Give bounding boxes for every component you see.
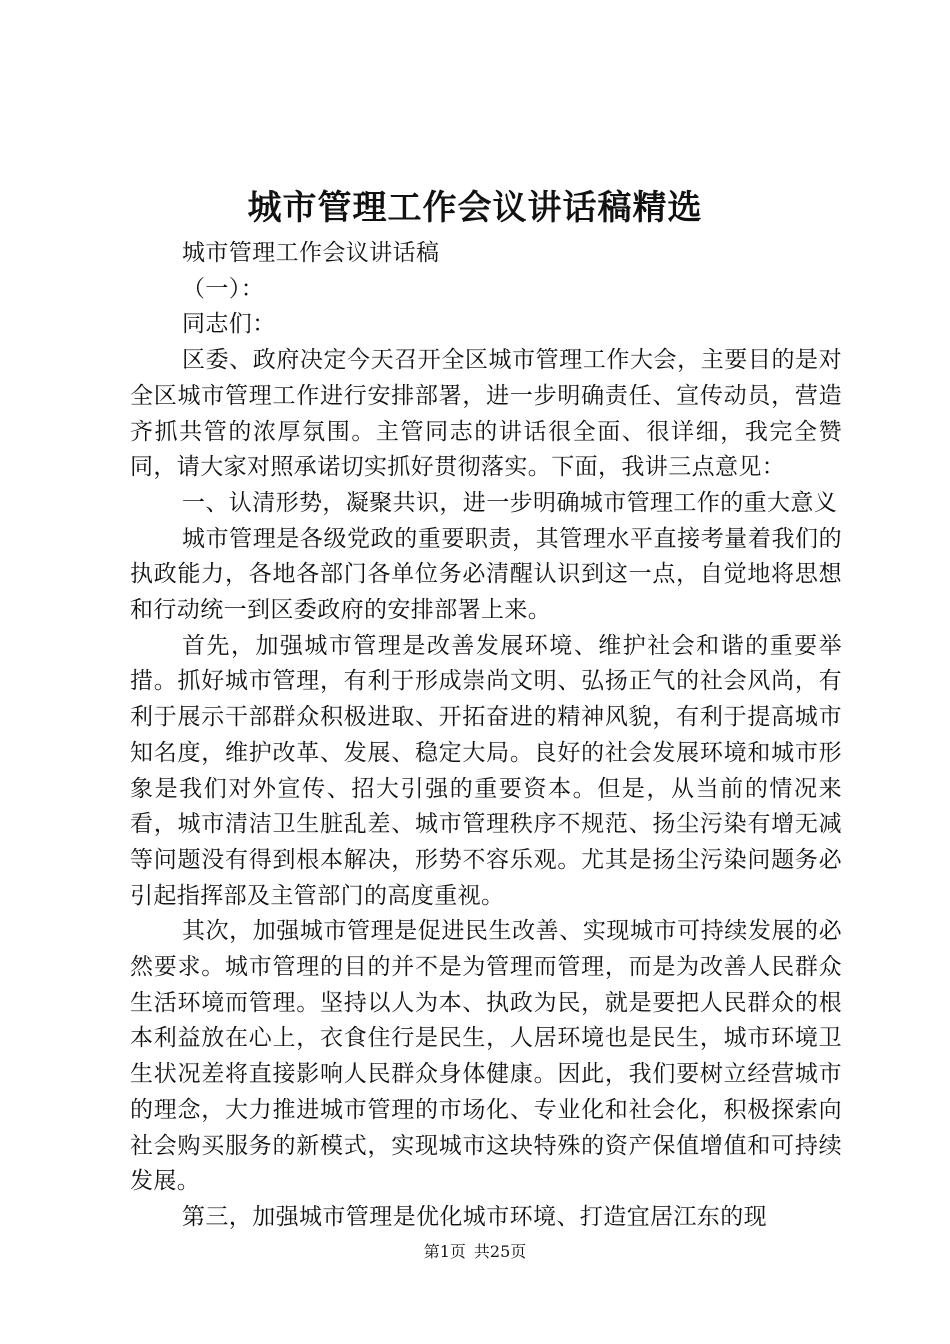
greeting-paragraph: 同志们： (182, 311, 276, 338)
body-paragraph: 城市管理是各级党政的重要职责，其管理水平直接考量着我们的执政能力，各地各部门各单位务必清醒认识到这一点，自觉地将思想和行动统一到区委政府的安排部署上来。 (130, 525, 842, 624)
page-total: 共25页 (473, 1242, 527, 1261)
page-footer (0, 1240, 950, 1264)
body-paragraph: 第三，加强城市管理是优化城市环境、打造宜居江东的现 (182, 1203, 767, 1230)
body-paragraph: 首先，加强城市管理是改善发展环境、维护社会和谐的重要举措。抓好城市管理，有利于形成崇尚文明、弘扬正气的社会风尚，有利于展示干部群众积极进取、开拓奋进的精神风貌，有利于提高城市知名度，维护改革、发展、稳定大局。良好的社会发展环境和城市形象是我们对外宣传、招大引强的重要资本。但是，从当前的情况来看，城市清洁卫生脏乱差、城市管理秩序不规范、扬尘污染有增无减等问题没有得到根本解决，形势不容乐观。尤其是扬尘污染问题务必引起指挥部及主管部门的高度重视。 (130, 632, 842, 909)
document-title: 城市管理工作会议讲话稿精选 (247, 188, 703, 228)
body-paragraph: 其次，加强城市管理是促进民生改善、实现城市可持续发展的必然要求。城市管理的目的并不是为管理而管理，而是为改善人民群众生活环境而管理。坚持以人为本、执政为民，就是要把人民群众的根本利益放在心上，衣食住行是民生，人居环境也是民生，城市环境卫生状况差将直接影响人民群众身体健康。因此，我们要树立经营城市的理念，大力推进城市管理的市场化、专业化和社会化，积极探索向社会购买服务的新模式，实现城市这块特殊的资产保值增值和可持续发展。 (130, 918, 842, 1195)
body-paragraph: 区委、政府决定今天召开全区城市管理工作大会，主要目的是对全区城市管理工作进行安排部署，进一步明确责任、宣传动员，营造齐抓共管的浓厚氛围。主管同志的讲话很全面、很详细，我完全赞同，请大家对照承诺切实抓好贯彻落实。下面，我讲三点意见： (130, 347, 842, 481)
document-body (130, 236, 842, 1236)
page-number: 第1页 (423, 1242, 466, 1261)
heading-paragraph: 一、认清形势，凝聚共识，进一步明确城市管理工作的重大意义 (182, 489, 838, 516)
subtitle-paragraph: 城市管理工作会议讲话稿 (182, 240, 440, 266)
section-number-paragraph: （一）： (182, 275, 265, 302)
